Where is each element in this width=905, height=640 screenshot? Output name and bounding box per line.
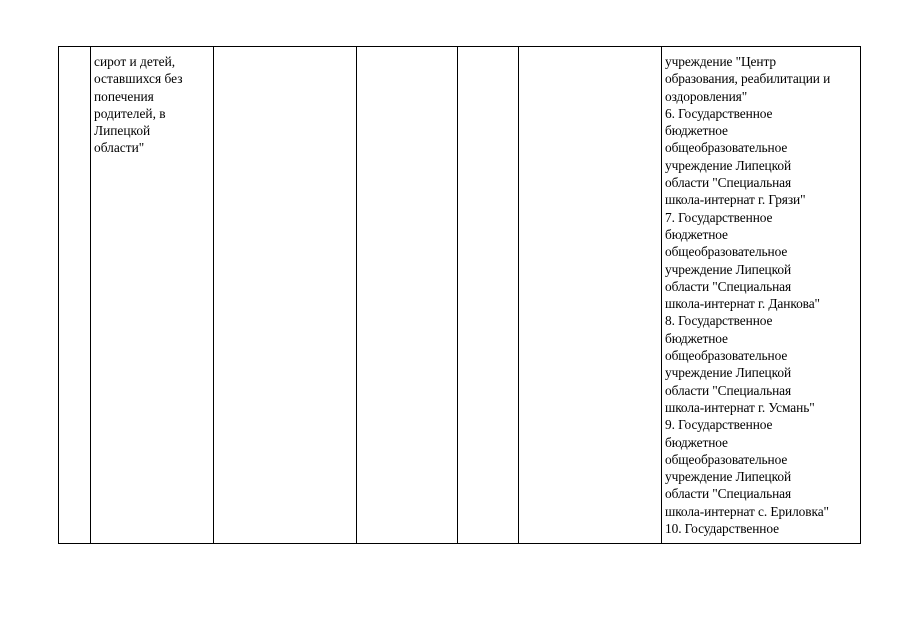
table-cell-institutions: учреждение "Центр образования, реабилитации и оздоровления" 6. Государственное бюджетное общеобразовательное учреждение Липецкой области "Специальная школа-интернат г. Грязи" 7. Государственное бюджетное общеобразовательное учреждение Липецкой области "Специальная школа-интернат г. Данкова" 8. Государственное бюджетное общеобразовательное учреждение Липецкой области "Специальная школа-интернат г. Усмань" 9. Государственное бюджетное общеобразовательное учреждение Липецкой области "Специальная школа-интернат с. Ериловка" 10. Государственное (662, 47, 861, 544)
table-cell-3 (214, 47, 357, 544)
table-cell-4 (357, 47, 458, 544)
table-row (59, 47, 861, 544)
table-cell-target-group: сирот и детей, оставшихся без попечения родителей, в Липецкой области" (91, 47, 214, 544)
table-cell-number (59, 47, 91, 544)
data-table (58, 46, 861, 544)
table-cell-6 (519, 47, 662, 544)
table-cell-5 (458, 47, 519, 544)
